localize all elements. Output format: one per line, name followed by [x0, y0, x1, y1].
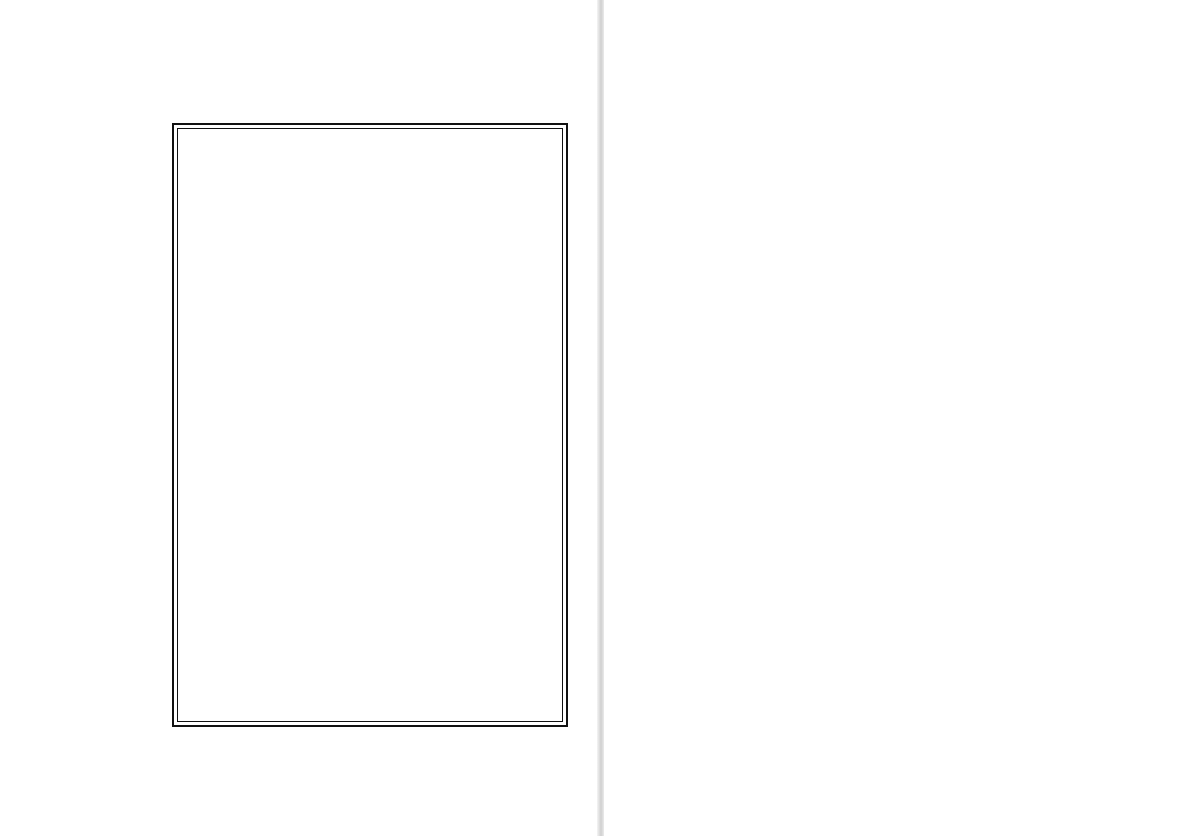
left-page	[0, 0, 598, 836]
volume-label	[834, 505, 1034, 545]
book-title	[720, 118, 1147, 168]
boxed-commentary-inner-frame	[177, 128, 563, 722]
boxed-commentary-frame	[172, 123, 568, 727]
right-page-title-page	[604, 0, 1200, 836]
